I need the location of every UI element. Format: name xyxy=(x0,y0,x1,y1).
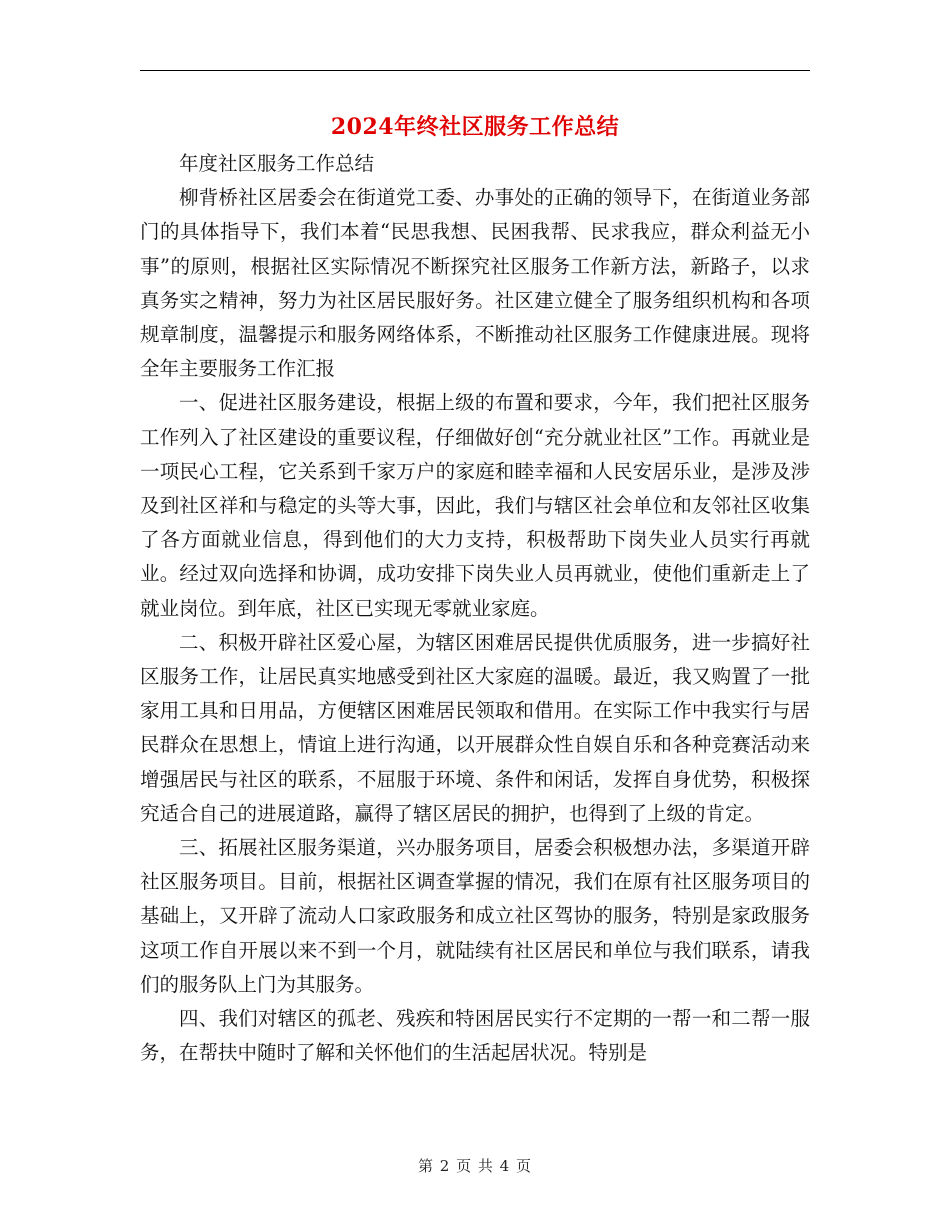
subtitle-paragraph: 年度社区服务工作总结 xyxy=(179,152,375,175)
intro-paragraph: 柳背桥社区居委会在街道党工委、办事处的正确的领导下，在街道业务部门的具体指导下，我们本着“民思我想、民困我帮、民求我应，群众利益无小事”的原则，根据社区实际情况不断探究社区服务工作新方法，新路子，以求真务实之精神，努力为社区居民服好务。社区建立健全了服务组织机构和各项规章制度，温馨提示和服务网络体系，不断推动社区服务工作健康进展。现将全年主要服务工作汇报 xyxy=(140,186,810,381)
document-title: 2024年终社区服务工作总结 xyxy=(330,114,620,140)
section-four-paragraph: 四、我们对辖区的孤老、残疾和特困居民实行不定期的一帮一和二帮一服务，在帮扶中随时了解和关怀他们的生活起居状况。特别是 xyxy=(140,1007,810,1065)
section-two-paragraph: 二、积极开辟社区爱心屋，为辖区困难居民提供优质服务，进一步搞好社区服务工作，让居民真实地感受到社区大家庭的温暖。最近，我又购置了一批家用工具和日用品，方便辖区困难居民领取和借用。在实际工作中我实行与居民群众在思想上，情谊上进行沟通，以开展群众性自娱自乐和各种竞赛活动来增强居民与社区的联系，不屈服于环境、条件和闲话，发挥自身优势，积极探究适合自己的进展道路，赢得了辖区居民的拥护，也得到了上级的肯定。 xyxy=(140,630,810,825)
header-rule xyxy=(140,70,810,71)
page-number: 第 2 页 共 4 页 xyxy=(418,1157,532,1175)
document-body xyxy=(140,147,810,1070)
section-three-paragraph: 三、拓展社区服务渠道，兴办服务项目，居委会积极想办法，多渠道开辟社区服务项目。目前，根据社区调查掌握的情况，我们在原有社区服务项目的基础上，又开辟了流动人口家政服务和成立社区驾协的服务，特别是家政服务这项工作自开展以来不到一个月，就陆续有社区居民和单位与我们联系，请我们的服务队上门为其服务。 xyxy=(140,836,810,996)
section-one-paragraph: 一、促进社区服务建设，根据上级的布置和要求，今年，我们把社区服务工作列入了社区建设的重要议程，仔细做好创“充分就业社区”工作。再就业是一项民心工程，它关系到千家万户的家庭和睦幸福和人民安居乐业，是涉及涉及到社区祥和与稳定的头等大事，因此，我们与辖区社会单位和友邻社区收集了各方面就业信息，得到他们的大力支持，积极帮助下岗失业人员实行再就业。经过双向选择和协调，成功安排下岗失业人员再就业，使他们重新走上了就业岗位。到年底，社区已实现无零就业家庭。 xyxy=(140,391,810,620)
